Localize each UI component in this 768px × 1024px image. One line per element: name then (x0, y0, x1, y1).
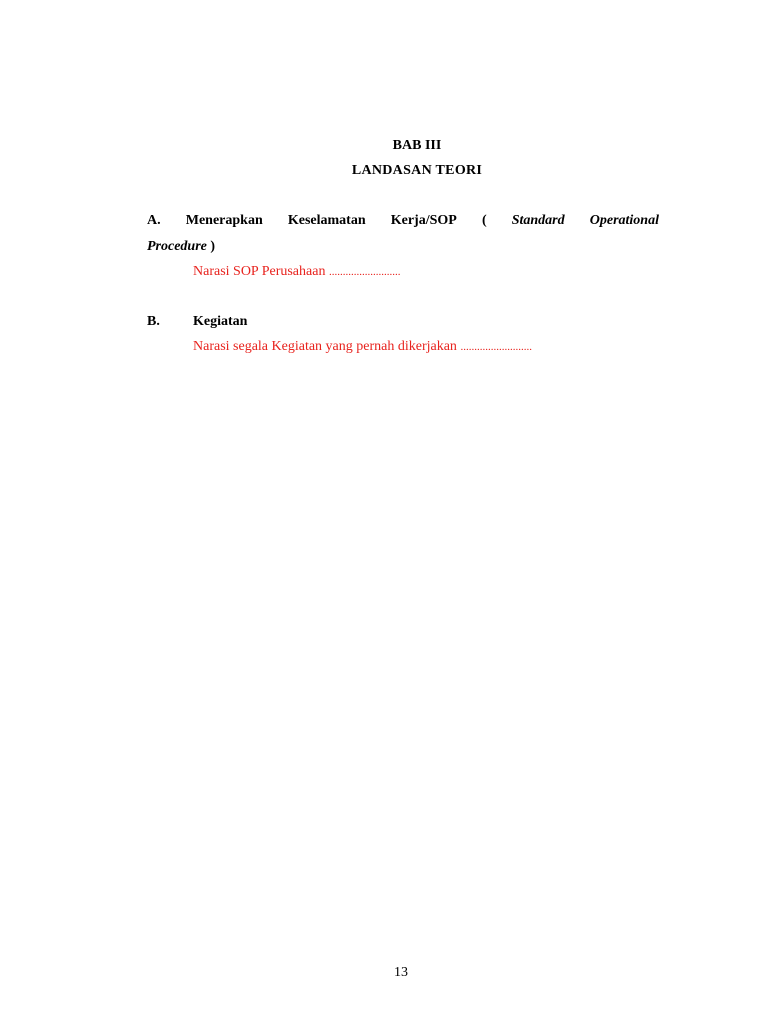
section-a-word-1: Menerapkan (185, 213, 263, 228)
section-a-narration-text: Narasi SOP Perusahaan (193, 264, 326, 279)
section-a-word-2: Keselamatan (287, 213, 366, 228)
chapter-label: BAB III (392, 138, 442, 153)
section-b-placeholder-dots: .......................... (460, 341, 532, 353)
section-a-open-paren: ( (481, 213, 487, 228)
section-a-italic-operational: Operational (589, 213, 659, 228)
section-b-narration-text: Narasi segala Kegiatan yang pernah dikerjakan (193, 339, 457, 354)
section-a-italic-standard: Standard (511, 213, 565, 228)
chapter-title: LANDASAN TEORI (351, 163, 483, 178)
section-a-word-3: Kerja/SOP (390, 213, 457, 228)
section-a-italic-procedure: Procedure (147, 239, 207, 254)
page-number: 13 (394, 965, 408, 980)
section-b-letter: B. (147, 314, 160, 329)
section-a-close-paren: ) (206, 239, 216, 254)
section-b-heading-text: Kegiatan (193, 314, 248, 329)
section-a-heading-line-1 (147, 213, 659, 229)
section-b-narration (193, 339, 532, 355)
section-a-letter: A. (147, 213, 161, 228)
section-a-heading-line-2 (147, 239, 659, 255)
section-a-narration (193, 264, 400, 280)
section-b-heading (147, 314, 659, 330)
section-a-placeholder-dots: .......................... (328, 266, 401, 278)
section-a-heading (147, 213, 659, 229)
